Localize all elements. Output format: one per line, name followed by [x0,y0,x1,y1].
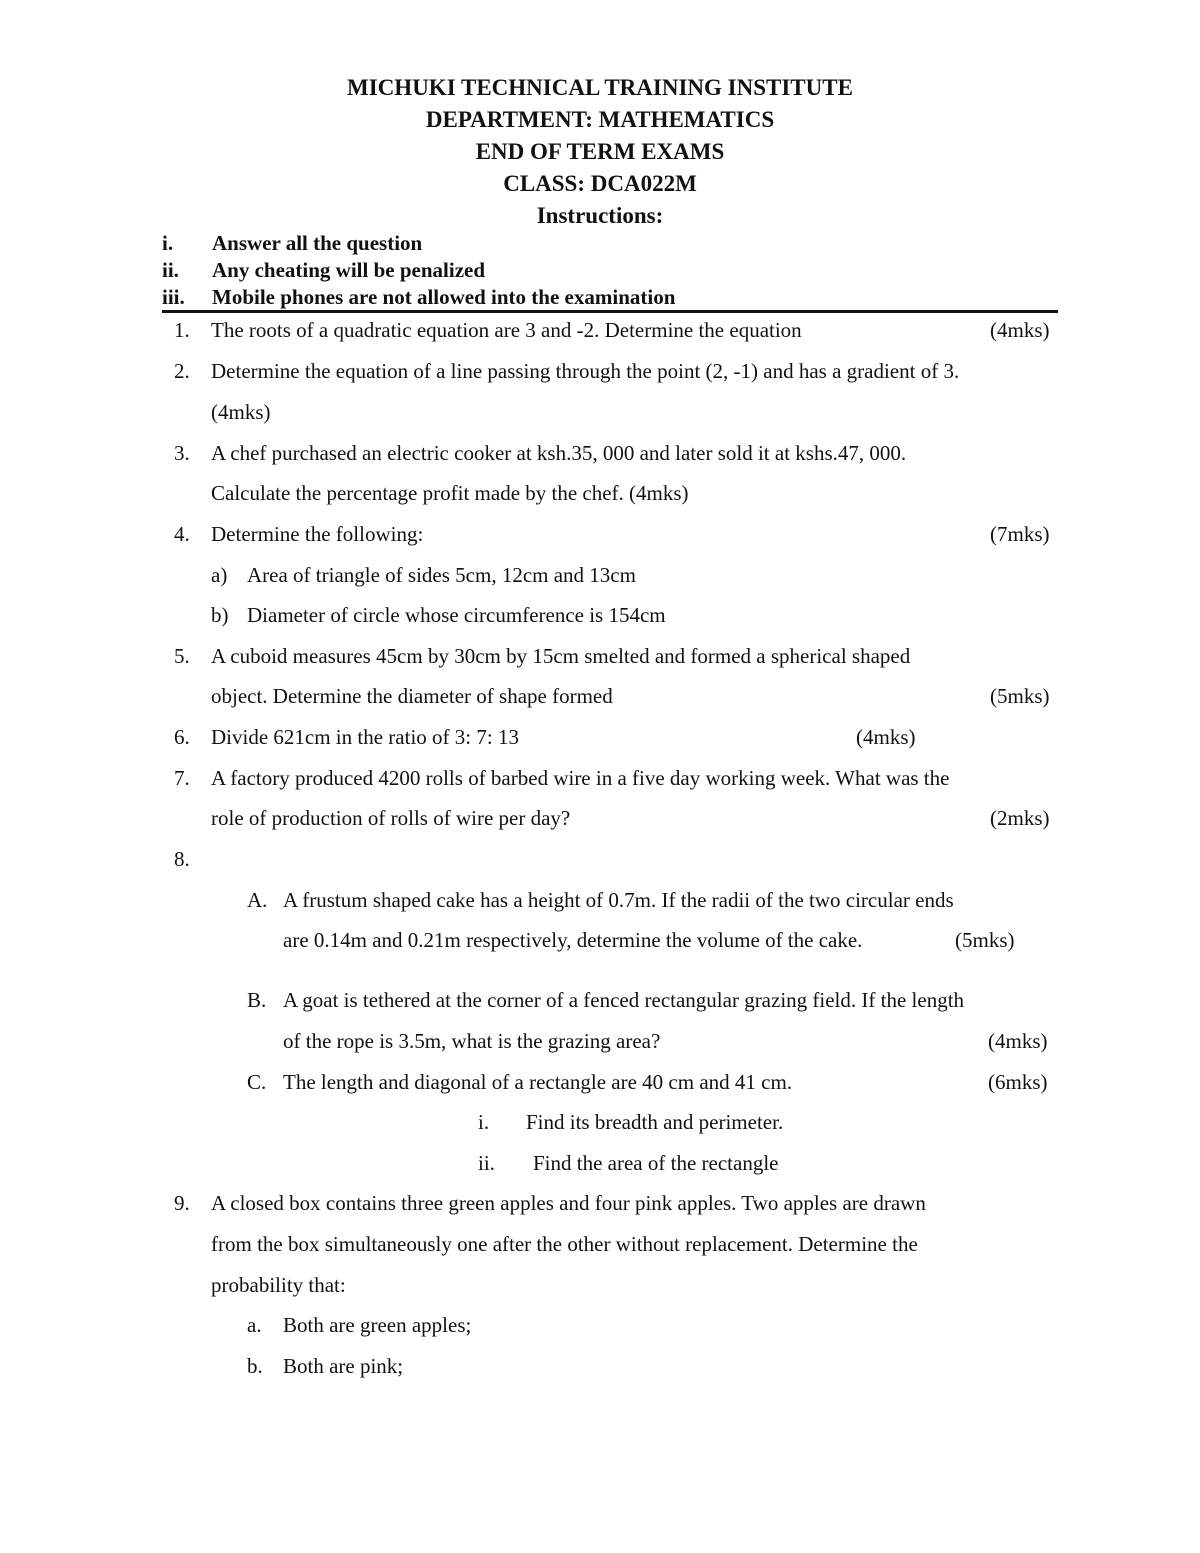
subpart-text: A frustum shaped cake has a height of 0.7m. If the radii of the two circular ends [283,888,954,912]
subpart-text: Find its breadth and perimeter. [526,1110,784,1134]
marks-label: (4mks) [988,1029,1048,1053]
subpart-label: a. [247,1313,262,1337]
subpart-label: a) [211,563,228,587]
instructions-title: Instructions: [536,203,664,228]
question-number: 3. [174,441,190,465]
subpart-label: C. [247,1070,267,1094]
instruction-number: ii. [162,258,179,282]
question-number: 8. [174,847,190,871]
question-text: A cuboid measures 45cm by 30cm by 15cm smelted and formed a spherical shaped [211,644,911,668]
subpart-label: b) [211,603,229,627]
subpart-text: The length and diagonal of a rectangle are 40 cm and 41 cm. [283,1070,793,1094]
instruction-number: iii. [162,285,185,309]
subpart-text: Find the area of the rectangle [533,1151,779,1175]
question-text: probability that: [211,1273,346,1297]
subpart-text: Both are pink; [283,1354,404,1378]
question-number: 4. [174,522,190,546]
institute-title: MICHUKI TECHNICAL TRAINING INSTITUTE [347,75,853,100]
subpart-text: are 0.14m and 0.21m respectively, determine the volume of the cake. [283,928,863,952]
subpart-label: ii. [478,1151,495,1175]
subpart-label: b. [247,1354,263,1378]
subpart-label: A. [247,888,268,912]
question-text: Determine the equation of a line passing through the point (2, -1) and has a gradient of 3. [211,359,960,383]
question-text: Determine the following: [211,522,424,546]
marks-label: (6mks) [988,1070,1048,1094]
question-text: A closed box contains three green apples and four pink apples. Two apples are drawn [211,1191,926,1215]
marks-label: (4mks) [990,318,1050,342]
marks-label: (2mks) [990,806,1050,830]
question-text: A factory produced 4200 rolls of barbed wire in a five day working week. What was the [211,766,950,790]
marks-label: (4mks) [211,400,271,424]
question-text: A chef purchased an electric cooker at ksh.35, 000 and later sold it at kshs.47, 000. [211,441,907,465]
divider-rule [162,310,1058,313]
question-text: role of production of rolls of wire per day? [211,806,571,830]
question-number: 1. [174,318,190,342]
question-number: 7. [174,766,190,790]
instruction-text: Mobile phones are not allowed into the examination [212,285,676,309]
marks-label: (7mks) [990,522,1050,546]
instruction-number: i. [162,231,174,255]
subpart-text: Both are green apples; [283,1313,472,1337]
class-title: CLASS: DCA022M [503,171,697,196]
question-text: The roots of a quadratic equation are 3 and -2. Determine the equation [211,318,802,342]
question-number: 9. [174,1191,190,1215]
marks-label: (5mks) [990,684,1050,708]
instruction-text: Any cheating will be penalized [212,258,486,282]
subpart-label: i. [478,1110,490,1134]
question-number: 5. [174,644,190,668]
question-text: Divide 621cm in the ratio of 3: 7: 13 [211,725,519,749]
marks-label: (5mks) [955,928,1015,952]
subpart-label: B. [247,988,267,1012]
question-text: object. Determine the diameter of shape formed [211,684,613,708]
question-number: 6. [174,725,190,749]
subpart-text: Diameter of circle whose circumference is 154cm [247,603,666,627]
subpart-text: Area of triangle of sides 5cm, 12cm and 13cm [247,563,636,587]
question-text: from the box simultaneously one after the other without replacement. Determine the [211,1232,918,1256]
exam-title: END OF TERM EXAMS [475,139,725,164]
question-number: 2. [174,359,190,383]
subpart-text: A goat is tethered at the corner of a fenced rectangular grazing field. If the length [283,988,965,1012]
subpart-text: of the rope is 3.5m, what is the grazing area? [283,1029,661,1053]
question-text: Calculate the percentage profit made by the chef. (4mks) [211,481,689,505]
instruction-text: Answer all the question [212,231,423,255]
marks-label: (4mks) [856,725,916,749]
department-title: DEPARTMENT: MATHEMATICS [425,107,775,132]
